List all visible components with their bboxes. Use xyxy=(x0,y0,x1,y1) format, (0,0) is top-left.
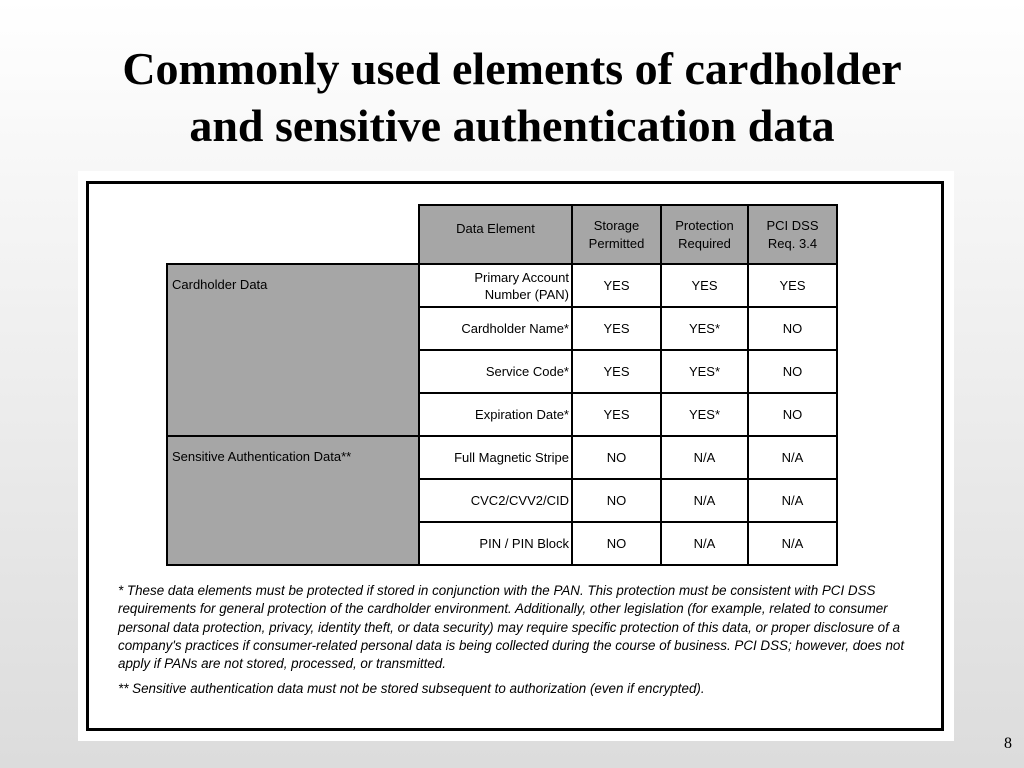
cell-protection: N/A xyxy=(661,522,748,565)
cell-protection: N/A xyxy=(661,436,748,479)
cell-protection: YES* xyxy=(661,350,748,393)
cell-storage: NO xyxy=(572,436,661,479)
header-storage-line-1: Storage xyxy=(593,217,640,233)
table-row xyxy=(167,436,837,479)
cell-storage: YES xyxy=(572,307,661,350)
cell-storage: NO xyxy=(572,522,661,565)
row-element xyxy=(419,264,572,307)
header-pci-line-1: PCI DSS xyxy=(766,217,819,233)
header-data-element-label: Data Element xyxy=(456,221,535,236)
header-protection-required xyxy=(661,205,748,264)
row-element: Cardholder Name* xyxy=(419,307,572,350)
header-data-element xyxy=(419,205,572,264)
slide-title-line-2: and sensitive authentication data xyxy=(189,100,835,151)
header-protection-line-2: Required xyxy=(678,235,731,251)
cell-storage: YES xyxy=(572,350,661,393)
cell-pci: NO xyxy=(748,393,837,436)
cell-protection: YES* xyxy=(661,307,748,350)
cell-storage: NO xyxy=(572,479,661,522)
group-sensitive-label: Sensitive Authentication Data** xyxy=(172,449,352,464)
header-spacer xyxy=(167,205,419,264)
data-elements-table xyxy=(166,204,838,566)
header-protection-line-1: Protection xyxy=(675,217,734,233)
row-element: Full Magnetic Stripe xyxy=(419,436,572,479)
cell-pci: NO xyxy=(748,350,837,393)
table-header-row xyxy=(167,205,837,264)
cell-storage: YES xyxy=(572,393,661,436)
cell-protection: YES* xyxy=(661,393,748,436)
cell-protection: YES xyxy=(661,264,748,307)
footnote-asterisk: * These data elements must be protected if stored in conjunction with the PAN. This protection must be consistent with PCI DSS requirements for general protection of the cardholder environment. Additionally, other legislation (for example, related to consumer personal data protection, privacy, identity theft, or data security) may require specific protection of this data, or proper disclosure of a company's practices if consumer-related personal data is being collected during the course of business. PCI DSS; however, does not apply if PANs are not stored, processed, or transmitted. xyxy=(118,583,905,672)
row-element-line-2: Number (PAN) xyxy=(484,286,569,302)
row-element-line-1: Primary Account xyxy=(474,269,569,285)
slide-title-line-1: Commonly used elements of cardholder xyxy=(122,43,902,94)
row-element: Service Code* xyxy=(419,350,572,393)
cell-pci: N/A xyxy=(748,479,837,522)
slide-title xyxy=(0,40,1024,154)
group-cardholder-data xyxy=(167,264,419,436)
cell-pci: N/A xyxy=(748,522,837,565)
header-storage-line-2: Permitted xyxy=(588,235,645,251)
cell-pci: YES xyxy=(748,264,837,307)
row-element: PIN / PIN Block xyxy=(419,522,572,565)
cell-storage: YES xyxy=(572,264,661,307)
header-storage-permitted xyxy=(572,205,661,264)
page-number: 8 xyxy=(1004,735,1012,752)
cell-pci: NO xyxy=(748,307,837,350)
footnote-double-asterisk: ** Sensitive authentication data must not be stored subsequent to authorization (even if encrypted). xyxy=(118,681,705,697)
cell-protection: N/A xyxy=(661,479,748,522)
header-pci-dss-req xyxy=(748,205,837,264)
footnotes xyxy=(118,582,938,699)
cell-pci: N/A xyxy=(748,436,837,479)
row-element: Expiration Date* xyxy=(419,393,572,436)
header-pci-line-2: Req. 3.4 xyxy=(767,235,818,251)
group-sensitive-authentication-data xyxy=(167,436,419,565)
group-cardholder-label: Cardholder Data xyxy=(172,277,268,292)
table-row xyxy=(167,264,837,307)
row-element: CVC2/CVV2/CID xyxy=(419,479,572,522)
